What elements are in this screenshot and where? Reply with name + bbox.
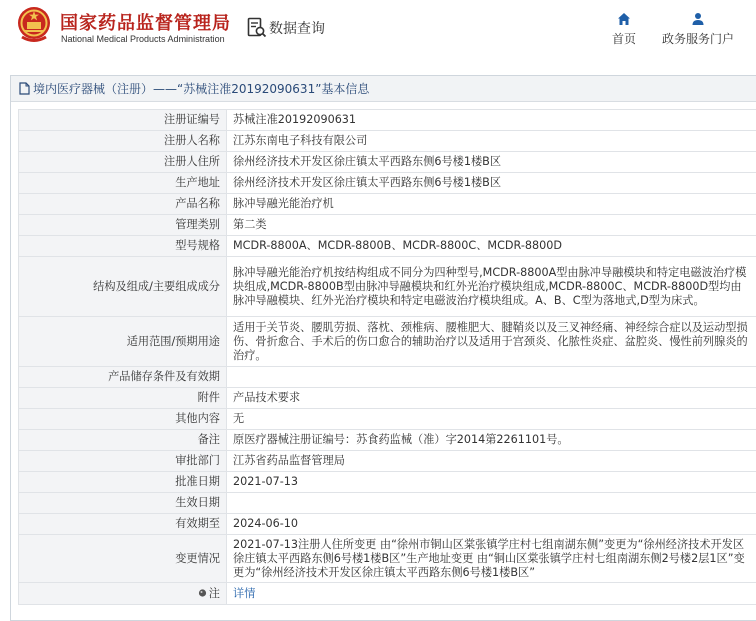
note-label: 注 [208, 586, 220, 600]
detail-panel [10, 75, 756, 621]
details-link[interactable]: 详情 [233, 586, 256, 600]
table-row [19, 194, 756, 215]
row-value: 2021-07-13注册人住所变更 由“徐州市铜山区棠张镇学庄村七组南湖东侧”变更为“徐州经济技术开发区徐庄镇太平西路东侧6号楼1楼B区”生产地址变更 由“铜山区棠张镇学庄村七组南湖东侧2号楼2层1区”变更为“徐州经济技术开发区徐庄镇太平西路东侧6号楼1楼B区” [227, 535, 756, 583]
table-row [19, 583, 756, 605]
row-value: 2021-07-13 [227, 472, 756, 493]
nav-service-portal[interactable] [660, 12, 736, 47]
table-row [19, 152, 756, 173]
row-label: 产品名称 [19, 194, 227, 215]
table-row [19, 388, 756, 409]
home-icon [617, 12, 631, 26]
site-logo-subtitle[interactable]: National Medical Products Administration [61, 34, 225, 44]
row-label: 结构及组成/主要组成成分 [19, 257, 227, 317]
row-value [227, 493, 756, 514]
table-row [19, 215, 756, 236]
row-value [227, 583, 756, 605]
row-label: 变更情况 [19, 535, 227, 583]
row-value: 第二类 [227, 215, 756, 236]
data-query-link[interactable] [247, 17, 325, 39]
row-value: 无 [227, 409, 756, 430]
document-icon [19, 82, 30, 95]
table-row [19, 430, 756, 451]
row-value: 江苏东南电子科技有限公司 [227, 131, 756, 152]
row-value: 脉冲导融光能治疗机 [227, 194, 756, 215]
row-value: 产品技术要求 [227, 388, 756, 409]
row-label: 型号规格 [19, 236, 227, 257]
row-value [227, 367, 756, 388]
table-row [19, 451, 756, 472]
table-row [19, 514, 756, 535]
row-value: 脉冲导融光能治疗机按结构组成不同分为四种型号,MCDR-8800A型由脉冲导融模块和特定电磁波治疗模块组成,MCDR-8800B型由脉冲导融模块和红外光治疗模块组成,MCDR-8800C、MCDR-8800D型均由脉冲导融模块、红外光治疗模块和特定电磁波治疗模块组成。A、B、C型为落地式,D型为床式。 [227, 257, 756, 317]
registration-info-table [18, 109, 756, 605]
row-label: 备注 [19, 430, 227, 451]
table-row [19, 535, 756, 583]
table-row [19, 367, 756, 388]
table-row [19, 409, 756, 430]
row-label: 其他内容 [19, 409, 227, 430]
note-label-cell [19, 583, 227, 605]
row-label: 批准日期 [19, 472, 227, 493]
row-label: 附件 [19, 388, 227, 409]
site-header [0, 0, 756, 58]
table-row [19, 173, 756, 194]
row-label: 生效日期 [19, 493, 227, 514]
table-row [19, 493, 756, 514]
row-label: 注册人住所 [19, 152, 227, 173]
table-row [19, 131, 756, 152]
row-label: 管理类别 [19, 215, 227, 236]
table-row [19, 472, 756, 493]
row-value: 2024-06-10 [227, 514, 756, 535]
row-value: MCDR-8800A、MCDR-8800B、MCDR-8800C、MCDR-8800D [227, 236, 756, 257]
row-label: 有效期至 [19, 514, 227, 535]
row-label: 适用范围/预期用途 [19, 317, 227, 367]
table-row [19, 257, 756, 317]
row-label: 生产地址 [19, 173, 227, 194]
panel-title: 境内医疗器械（注册）——“苏械注准20192090631”基本信息 [33, 82, 370, 96]
nav-service-portal-label: 政务服务门户 [661, 32, 734, 46]
user-icon [691, 12, 705, 26]
row-value: 江苏省药品监督管理局 [227, 451, 756, 472]
row-value: 苏械注准20192090631 [227, 110, 756, 131]
table-row [19, 236, 756, 257]
row-label: 注册证编号 [19, 110, 227, 131]
pin-icon [198, 589, 207, 599]
row-value: 适用于关节炎、腰肌劳损、落枕、颈椎病、腰椎肥大、腱鞘炎以及三叉神经痛、神经综合症以及运动型损伤、骨折愈合、手术后的伤口愈合的辅助治疗以及适用于宫颈炎、化脓性炎症、盆腔炎、慢性前列腺炎的治疗。 [227, 317, 756, 367]
nav-home[interactable] [608, 12, 640, 47]
row-label: 产品储存条件及有效期 [19, 367, 227, 388]
nav-home-label: 首页 [611, 32, 636, 46]
panel-title-bar [11, 76, 756, 102]
site-logo-title[interactable]: 国家药品监督管理局 [60, 13, 231, 34]
row-value: 原医疗器械注册证编号：苏食药监械（准）字2014第2261101号。 [227, 430, 756, 451]
row-label: 审批部门 [19, 451, 227, 472]
table-row [19, 317, 756, 367]
row-value: 徐州经济技术开发区徐庄镇太平西路东侧6号楼1楼B区 [227, 152, 756, 173]
national-emblem-icon[interactable] [16, 4, 52, 44]
data-query-label: 数据查询 [269, 21, 325, 37]
row-value: 徐州经济技术开发区徐庄镇太平西路东侧6号楼1楼B区 [227, 173, 756, 194]
table-row [19, 110, 756, 131]
document-search-icon [247, 17, 267, 39]
row-label: 注册人名称 [19, 131, 227, 152]
